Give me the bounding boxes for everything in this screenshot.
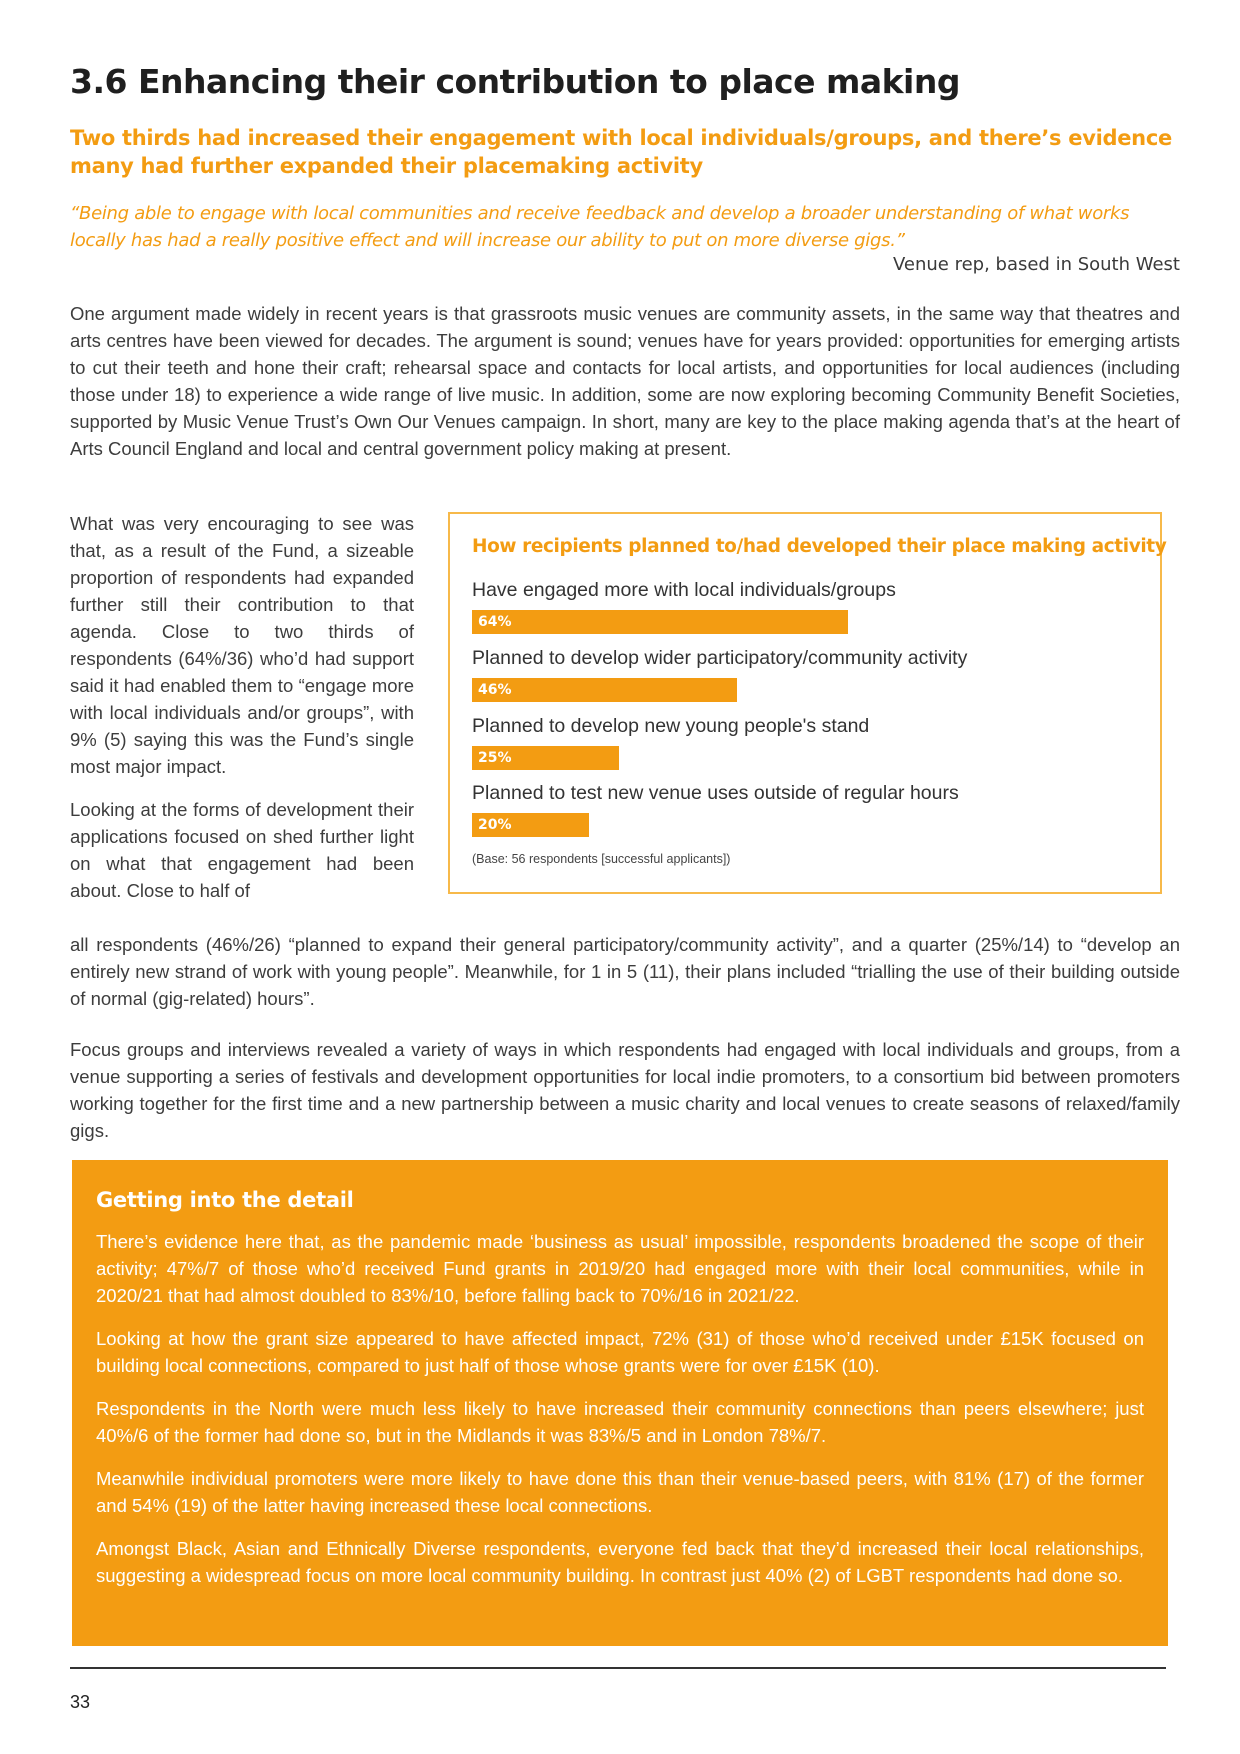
bar [472, 610, 848, 634]
bar-label: Planned to develop wider participatory/community activity [472, 647, 968, 669]
detail-paragraph: Respondents in the North were much less likely to have increased their community connections than peers elsewhere; just 40%/6 of the former had done so, but in the Midlands it was 83%/5 and in London 78%/7. [96, 1398, 1144, 1446]
bar-value: 64% [478, 614, 512, 630]
quote-attribution: Venue rep, based in South West [892, 254, 1180, 275]
bar-chart-panel [448, 512, 1167, 894]
bar-value: 25% [478, 750, 512, 766]
detail-paragraph: Looking at how the grant size appeared to have affected impact, 72% (31) of those who’d received under £15K focused on building local connections, compared to just half of those whose grants were for over £15K (10). [96, 1328, 1144, 1376]
chart-row [472, 576, 896, 634]
bar-label: Planned to develop new young people's stand [472, 715, 870, 737]
detail-paragraph: Meanwhile individual promoters were more likely to have done this than their venue-based peers, with 81% (17) of the former and 54% (19) of the latter having increased these local connections. [96, 1468, 1144, 1516]
bar-value: 20% [478, 817, 512, 833]
development-paragraph-start: Looking at the forms of development their applications focused on shed further light on what that engagement had been about. Close to half of [70, 799, 414, 901]
left-column [70, 510, 414, 904]
encouraging-paragraph: What was very encouraging to see was that, as a result of the Fund, a sizeable proportion of respondents had expanded further still their contribution to that agenda. Close to two thirds of respondents (64%/36) who’d had support said it had enabled them to “engage more with local individuals and/or groups”, with 9% (5) saying this was the Fund’s single most major impact. [70, 513, 414, 777]
section-subheading: Two thirds had increased their engagement with local individuals/groups, and there’s evidence many had further expanded their placemaking activity [70, 126, 1172, 178]
chart-row [472, 712, 869, 770]
pull-quote: “Being able to engage with local communities and receive feedback and develop a broader understanding of what works locally has had a really positive effect and will increase our ability to put on more diverse gigs.” [70, 203, 1130, 251]
footer-divider [70, 1667, 1166, 1669]
detail-paragraph: There’s evidence here that, as the pandemic made ‘business as usual’ impossible, respondents broadened the scope of their activity; 47%/7 of those who’d received Fund grants in 2019/20 had engaged more with their local communities, while in 2020/21 that had almost doubled to 83%/10, before falling back to 70%/16 in 2021/22. [96, 1231, 1144, 1306]
bar [472, 678, 737, 702]
intro-paragraph: One argument made widely in recent years is that grassroots music venues are community assets, in the same way that theatres and arts centres have been viewed for decades. The argument is sound; venues have for years provided: opportunities for emerging artists to cut their teeth and hone their craft; rehearsal space and contacts for local artists, and opportunities for local audiences (including those under 18) to experience a wide range of live music. In addition, some are now exploring becoming Community Benefit Societies, supported by Music Venue Trust’s Own Our Venues campaign. In short, many are key to the place making agenda that’s at the heart of Arts Council England and local and central government policy making at present. [70, 303, 1180, 459]
chart-row [472, 779, 959, 837]
chart-title: How recipients planned to/had developed their place making activity [472, 536, 1167, 557]
focus-groups-paragraph: Focus groups and interviews revealed a variety of ways in which respondents had engaged with local individuals and groups, from a venue supporting a series of festivals and development opportunities for local indie promoters, to a consortium bid between promoters working together for the first time and a new partnership between a music charity and local venues to create seasons of relaxed/family gigs. [70, 1039, 1180, 1141]
detail-title: Getting into the detail [96, 1188, 354, 1212]
chart-base-note: (Base: 56 respondents [successful applicants]) [472, 852, 731, 866]
chart-row [472, 644, 967, 702]
page-number: 33 [70, 1692, 91, 1712]
bar [472, 746, 619, 770]
detail-callout-box [72, 1160, 1168, 1646]
development-paragraph-continued: all respondents (46%/26) “planned to expand their general participatory/community activity”, and a quarter (25%/14) to “develop an entirely new strand of work with young people”. Meanwhile, for 1 in 5 (11), their plans included “trialling the use of their building outside of normal (gig-related) hours”. [70, 934, 1180, 1009]
bar-label: Have engaged more with local individuals/groups [472, 579, 896, 601]
detail-paragraph: Amongst Black, Asian and Ethnically Diverse respondents, everyone fed back that they’d increased their local relationships, suggesting a widespread focus on more local community building. In contrast just 40% (2) of LGBT respondents had done so. [96, 1538, 1144, 1586]
page-title: 3.6 Enhancing their contribution to place making [70, 62, 960, 101]
bar-value: 46% [478, 682, 512, 698]
bar-label: Planned to test new venue uses outside of regular hours [472, 782, 959, 804]
bar [472, 813, 589, 837]
